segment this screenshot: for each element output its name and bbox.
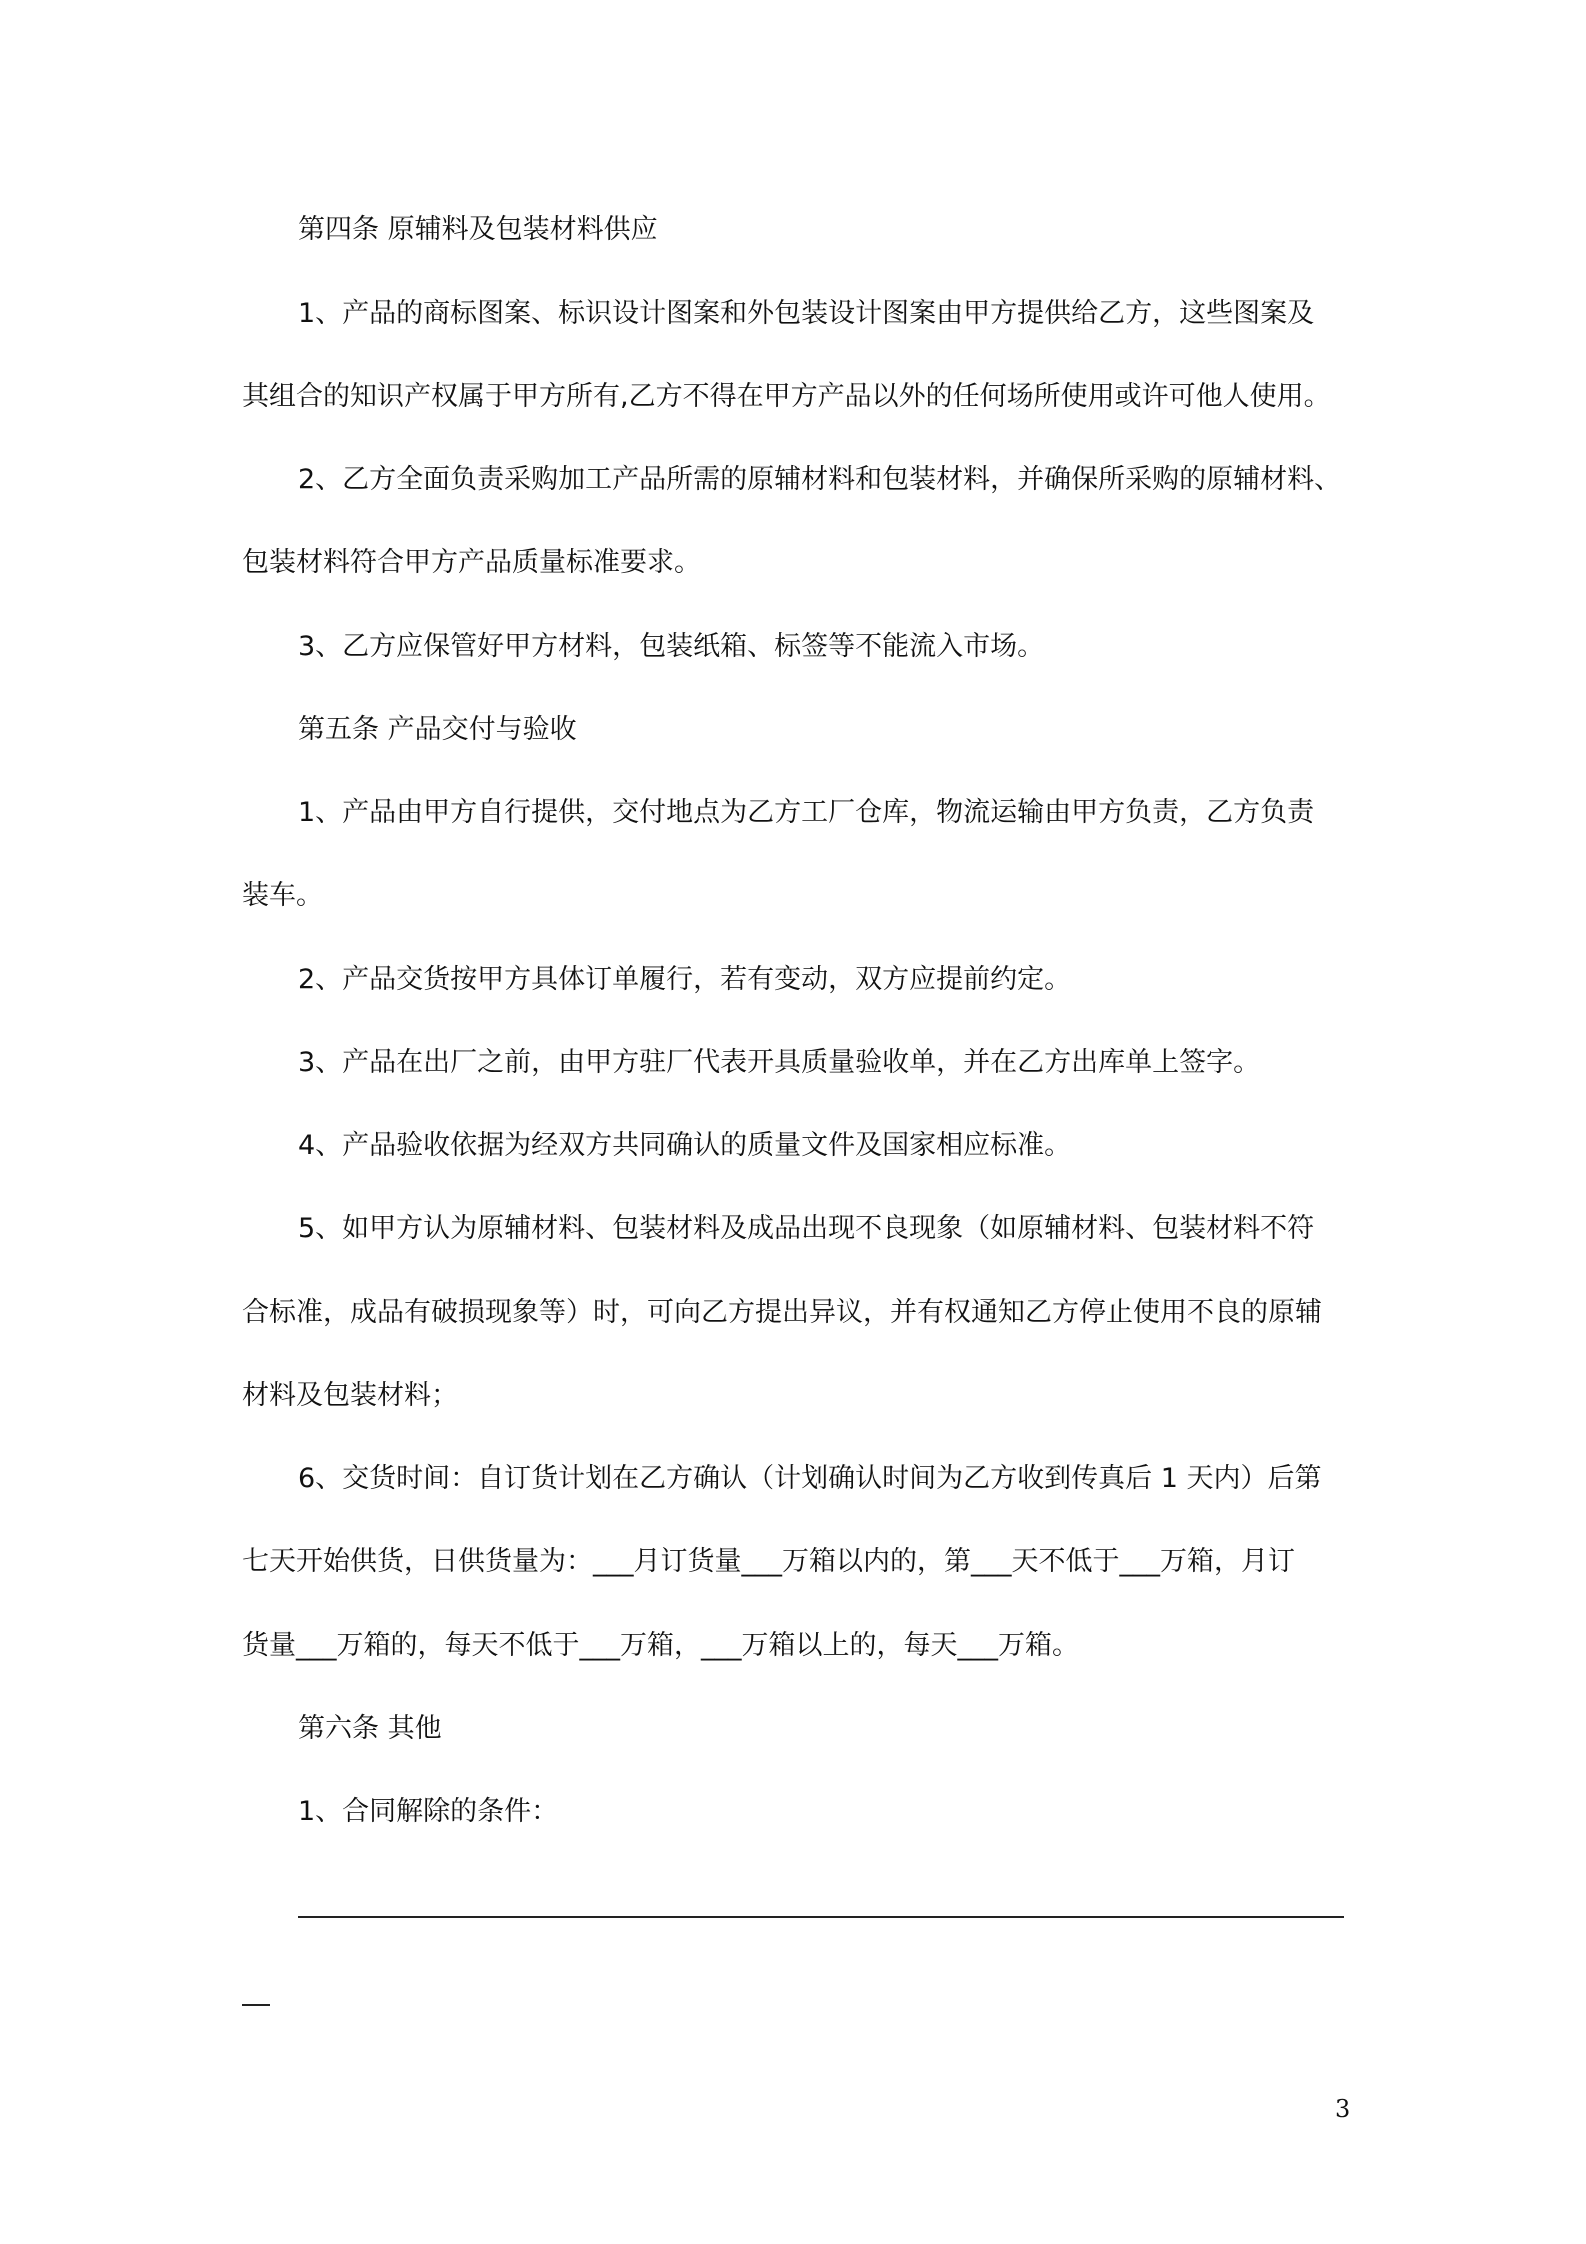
paragraph-line: 1、合同解除的条件： <box>298 1796 559 1827</box>
paragraph-line: 货量___万箱的，每天不低于___万箱，___万箱以上的，每天___万箱。 <box>242 1630 1079 1661</box>
paragraph-line: 包装材料符合甲方产品质量标准要求。 <box>242 547 701 578</box>
paragraph-line: 5、如甲方认为原辅材料、包装材料及成品出现不良现象（如原辅材料、包装材料不符 <box>298 1213 1315 1244</box>
paragraph-line: 装车。 <box>242 880 323 911</box>
article-4-heading: 第四条 原辅料及包装材料供应 <box>298 214 658 245</box>
paragraph-line: 4、产品验收依据为经双方共同确认的质量文件及国家相应标准。 <box>298 1130 1072 1161</box>
article-6-heading: 第六条 其他 <box>298 1713 442 1744</box>
paragraph-line: 1、产品的商标图案、标识设计图案和外包装设计图案由甲方提供给乙方，这些图案及 <box>298 298 1315 329</box>
paragraph-line: 1、产品由甲方自行提供，交付地点为乙方工厂仓库，物流运输由甲方负责，乙方负责 <box>298 797 1315 828</box>
paragraph-line: 3、产品在出厂之前，由甲方驻厂代表开具质量验收单，并在乙方出库单上签字。 <box>298 1047 1261 1078</box>
blank-fill-line-continuation <box>242 2004 270 2006</box>
paragraph-line: 2、乙方全面负责采购加工产品所需的原辅材料和包装材料，并确保所采购的原辅材料、 <box>298 464 1342 495</box>
paragraph-line: 6、交货时间：自订货计划在乙方确认（计划确认时间为乙方收到传真后 1 天内）后第 <box>298 1463 1322 1494</box>
paragraph-line: 其组合的知识产权属于甲方所有,乙方不得在甲方产品以外的任何场所使用或许可他人使用。 <box>242 381 1331 412</box>
paragraph-line: 合标准，成品有破损现象等）时，可向乙方提出异议，并有权通知乙方停止使用不良的原辅 <box>242 1297 1322 1328</box>
article-5-heading: 第五条 产品交付与验收 <box>298 714 577 745</box>
paragraph-line: 3、乙方应保管好甲方材料，包装纸箱、标签等不能流入市场。 <box>298 631 1045 662</box>
paragraph-line: 材料及包装材料； <box>242 1380 458 1411</box>
blank-fill-line <box>298 1916 1344 1918</box>
page-number: 3 <box>1335 2095 1351 2123</box>
paragraph-line: 2、产品交货按甲方具体订单履行，若有变动，双方应提前约定。 <box>298 964 1072 995</box>
paragraph-line: 七天开始供货，日供货量为：___月订货量___万箱以内的，第___天不低于___万箱，月订 <box>242 1546 1295 1577</box>
